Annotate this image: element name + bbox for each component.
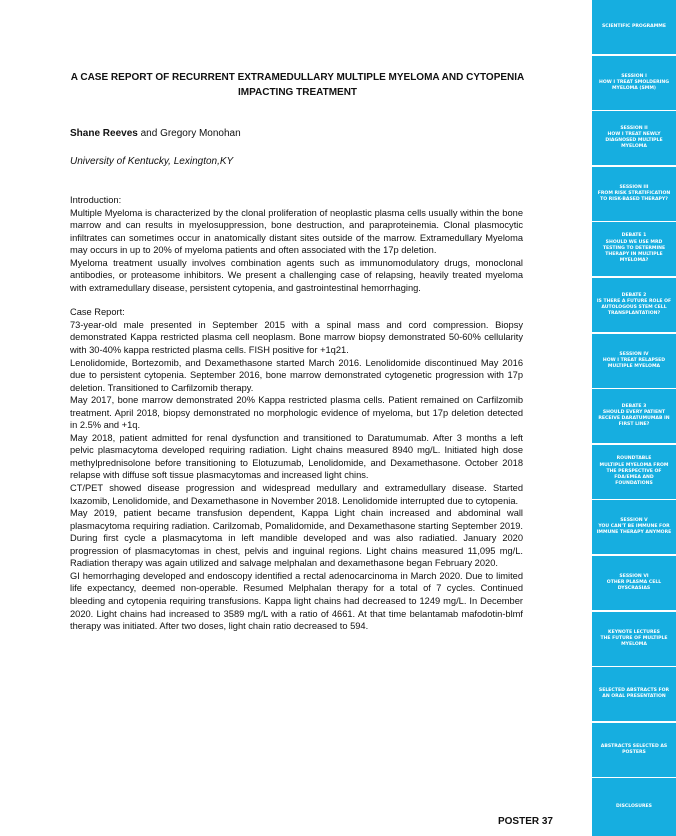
intro-paragraph-2: Myeloma treatment usually involves combination agents such as immunomodulatory drugs, monoclonal antibodies, or proteasome inhibitors. We present a challenging case of relapsing, heavily treated myeloma with extramedullary disease, persistent cytopenia, and gastrointestinal hemorrhaging. [70, 257, 523, 293]
sidebar-item-debate-2[interactable] [592, 278, 676, 332]
sidebar-item-session-2[interactable] [592, 111, 676, 165]
sidebar-item-label: SESSION III FROM RISK STRATIFICATION TO RISK-BASED THERAPY? [597, 184, 671, 203]
sidebar-item-session-6[interactable] [592, 556, 676, 610]
sidebar-item-label: ROUNDTABLE MULTIPLE MYELOMA FROM THE PERSPECTIVE OF FDA/EMEA AND FOUNDATIONS [599, 456, 669, 487]
sidebar-item-label: SESSION I HOW I TREAT SMOLDERING MYELOMA (SMM) [599, 73, 669, 92]
sidebar-item-label: SESSION VI OTHER PLASMA CELL DYSCRASIAS [606, 573, 662, 592]
sidebar-item-selected-abstracts-oral[interactable] [592, 667, 676, 721]
sidebar-item-label: DISCLOSURES [616, 803, 652, 809]
sidebar-item-session-4[interactable] [592, 334, 676, 388]
sidebar-item-abstracts-selected-posters[interactable] [592, 723, 676, 777]
sidebar-item-label: SCIENTIFIC PROGRAMME [602, 23, 666, 29]
intro-paragraph-1: Multiple Myeloma is characterized by the clonal proliferation of neoplastic plasma cells usually within the bone marrow and can results in myelosuppression, bone destruction, and paraproteinemia. Clonal plasmocytic infiltrates can sometimes occur in anatomically distant sites outside of the marrow. Extramedullary Myeloma may occurs in up to 20% of myeloma patients and often associated with the 17p deletion. [70, 207, 523, 256]
case-paragraph-4: May 2018, patient admitted for renal dysfunction and transitioned to Daratumumab. After 3 months a left pelvic plasmacytoma developed requiring radiation. Light chains measured 8940 mg/L. Initiated high dose methylprednisolone before transitioning to Elotuzumab, Lenolidomide, and Dexamethasone. October 2018 relapse with diffuse soft tissue plasmacytomas and increased light chins. [70, 432, 523, 481]
case-paragraph-7: GI hemorrhaging developed and endoscopy identified a rectal adenocarcinoma in March 2020. Due to limited life expectancy, deemed non-operable. Resumed Melphalan therapy for a total of 7 cycles. Continued bleeding and cytopenia requiring transfusions. Kappa light chains had decreased to 1249 mg/L. In December 2020. Light chains had increased to 3589 mg/L with a ratio of 4661. At that time belantamab mafodotin-blmf therapy was initiated. After two doses, light chain ratio decreased to 594. [70, 570, 523, 632]
case-paragraph-6: May 2019, patient became transfusion dependent, Kappa Light chain increased and abdominal wall plasmacytoma requiring radiation. Carilzomab, Pomalidomide, and Dexamethasone starting September 2019. During first cycle a plasmacytoma in left mandible developed and was also radiatied. January 2020 progression of plasmacytomas in chest, pelvis and inguinal regions. Light chains measured 11,095 mg/L. Radiation therapy was again utilized and salvage melphalan and dexamethasone began February 2020. [70, 508, 523, 569]
sidebar-item-session-1[interactable] [592, 56, 676, 110]
sidebar-item-label: DEBATE 1 SHOULD WE USE MRD TESTING TO DETERMINE THERAPY IN MULTIPLE MYELOMA? [602, 233, 666, 264]
sidebar-item-label: DEBATE 3 SHOULD EVERY PATIENT RECEIVE DARATUMUMAB IN FIRST LINE? [598, 403, 670, 428]
section-gap [70, 294, 523, 306]
abstract-body [70, 194, 523, 633]
sidebar-item-label: SESSION V YOU CAN'T BE IMMUNE FOR IMMUNE THERAPY ANYMORE [596, 517, 672, 536]
case-paragraph-5: CT/PET showed disease progression and widespread medullary and extramedullary disease. Started Ixazomib, Lenolidomide, and Dexamethasone in November 2018. Lenolidomide interrupted due to cytopenia. [70, 483, 523, 506]
affiliation: University of Kentucky, Lexington,KY [70, 156, 234, 167]
page-title: A CASE REPORT OF RECURRENT EXTRAMEDULLARY MULTIPLE MYELOMA AND CYTOPENIA IMPACTING TREATMENT [70, 72, 525, 98]
primary-author: Shane Reeves [70, 128, 138, 139]
case-paragraph-1: 73-year-old male presented in September 2015 with a spinal mass and cord compression. Biopsy demonstrated Kappa restricted plasma cell neoplasm. Bone marrow biopsy demonstrated 50-60% cellularity with 30-40% kappa restricted plasma cells. FISH positive for +1q21. [70, 319, 523, 356]
intro-heading: Introduction: [70, 195, 122, 205]
sidebar-item-label: SELECTED ABSTRACTS FOR AN ORAL PRESENTATION [598, 687, 670, 699]
sidebar-item-disclosures[interactable] [592, 778, 676, 836]
sidebar-item-session-3[interactable] [592, 167, 676, 221]
sidebar-item-label: SESSION II HOW I TREAT NEWLY DIAGNOSED MULTIPLE MYELOMA [605, 125, 663, 150]
sidebar-item-scientific-programme[interactable] [592, 0, 676, 54]
sidebar-item-debate-3[interactable] [592, 389, 676, 443]
sidebar-item-label: KEYNOTE LECTURES THE FUTURE OF MULTIPLE MYELOMA [600, 629, 668, 648]
sidebar-item-session-5[interactable] [592, 500, 676, 554]
sidebar-item-roundtable[interactable] [592, 445, 676, 499]
case-heading: Case Report: [70, 307, 125, 318]
sidebar-item-keynote-lectures[interactable] [592, 612, 676, 666]
sidebar-item-label: ABSTRACTS SELECTED AS POSTERS [600, 743, 668, 755]
sidebar-item-debate-1[interactable] [592, 222, 676, 276]
sidebar-nav [592, 0, 676, 836]
authors [70, 127, 241, 140]
co-authors: and Gregory Monohan [137, 128, 241, 139]
case-paragraph-3: May 2017, bone marrow demonstrated 20% Kappa restricted plasma cells. Patient remained on Carfilzomib treatment. April 2018, biopsy demonstrated no morphologic evidence of myeloma, but 17p deletion detected in 2.5% and +1q. [70, 395, 523, 431]
case-paragraph-2: Lenolidomide, Bortezomib, and Dexamethasone started March 2016. Lenolidomide discontinued May 2016 due to persistent cytopenia. September 2016, bone marrow demonstrated cytogenetic progression with 17p deletion. Transitioned to Carfilzomib therapy. [70, 357, 523, 393]
sidebar-item-label: SESSION IV HOW I TREAT RELAPSED MULTIPLE MYELOMA [602, 351, 666, 370]
poster-number: POSTER 37 [497, 816, 553, 827]
sidebar-item-label: DEBATE 2 IS THERE A FUTURE ROLE OF AUTOLOGOUS STEM CELL TRANSPLANTATION? [596, 292, 672, 317]
